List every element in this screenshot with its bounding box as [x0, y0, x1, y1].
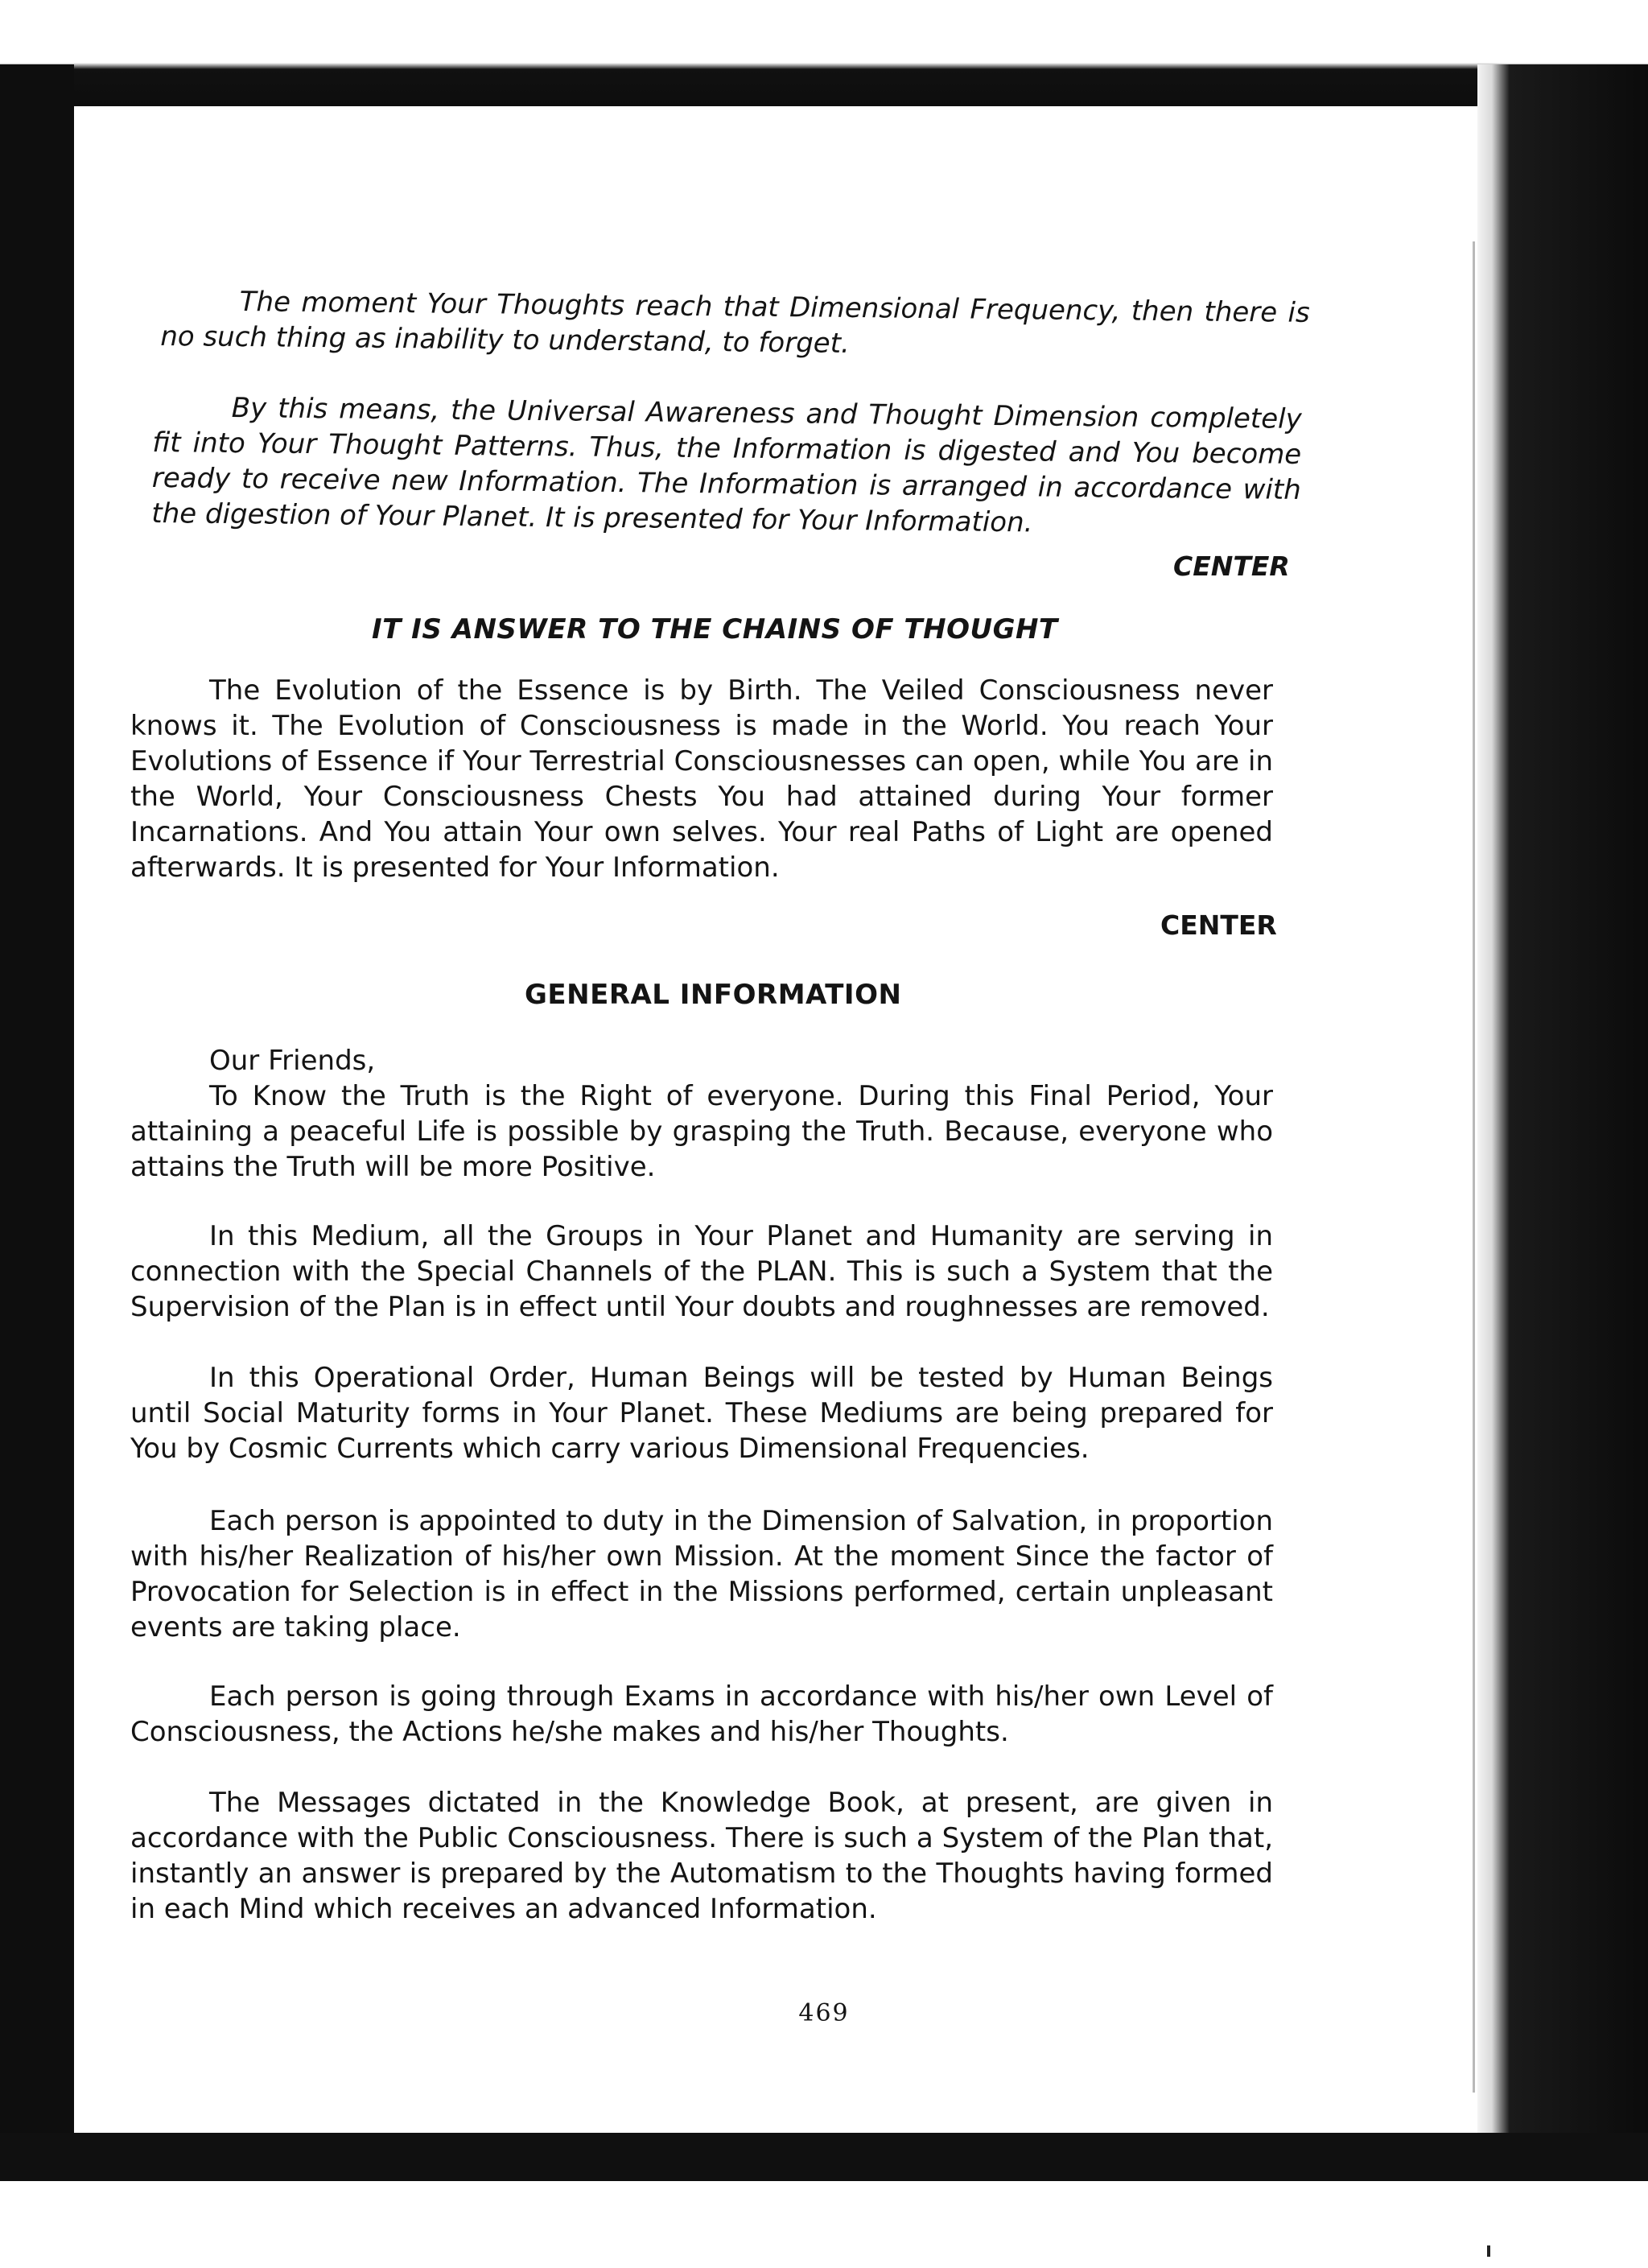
- scan-border-right: [1477, 64, 1648, 2165]
- scan-margin-bottom: [0, 2181, 1648, 2268]
- paragraph-5: In this Medium, all the Groups in Your Planet and Humanity are serving in connection with the Special Channels of the PLAN. This is such a System that the Supervision of the Plan is in effect until Your doubts and roughnesses are removed.: [130, 1220, 1273, 1323]
- salutation: Our Friends,: [209, 1045, 376, 1077]
- paragraph-7: Each person is appointed to duty in the Dimension of Salvation, in proportion with his/her Realization of his/her own Mission. At the moment Since the factor of Provocation for Selection is in effect in the Missions performed, certain unpleasant events are taking place.: [130, 1505, 1273, 1643]
- scan-border-top: [0, 0, 1648, 106]
- page-edge-shadow: [1473, 241, 1475, 2093]
- section-heading-general-information: GENERAL INFORMATION: [525, 979, 902, 1011]
- paragraph-4: To Know the Truth is the Right of everyone. During this Final Period, Your attaining a peaceful Life is possible by grasping the Truth. Because, everyone who attains the Truth will be more Positive.: [130, 1080, 1273, 1183]
- scan-border-left: [0, 64, 74, 2157]
- signature-center-2: CENTER: [1160, 909, 1277, 941]
- paragraph-6: In this Operational Order, Human Beings will be tested by Human Beings until Social Maturity forms in Your Planet. These Mediums are being prepared for You by Cosmic Currents which carry various Dimensional Frequencies.: [130, 1362, 1273, 1465]
- scan-border-bottom: [0, 2133, 1648, 2181]
- paragraph-9: The Messages dictated in the Knowledge Book, at present, are given in accordance with the Public Consciousness. There is such a System of the Plan that, instantly an answer is prepared by the Automatism to the Thoughts having formed in each Mind which receives an advanced Information.: [130, 1787, 1273, 1925]
- paragraph-8: Each person is going through Exams in accordance with his/her own Level of Consciousness, the Actions he/she makes and his/her Thoughts.: [130, 1680, 1273, 1748]
- scan-speck: [1487, 2245, 1490, 2257]
- section-heading-chains-of-thought: IT IS ANSWER TO THE CHAINS OF THOUGHT: [372, 613, 1058, 645]
- paragraph-2: By this means, the Universal Awareness and Thought Dimension completely fit into Your Thought Patterns. Thus, the Information is digested and You become ready to receive new Information. The Information is arranged in accordance with the digestion of Your Planet. It is presented for Your Information.: [151, 392, 1302, 539]
- page-number: 469: [798, 1999, 850, 2027]
- signature-center-1: CENTER: [1173, 551, 1290, 582]
- paragraph-1: The moment Your Thoughts reach that Dimensional Frequency, then there is no such thing as inability to understand, to forget.: [160, 286, 1310, 360]
- paragraph-3: The Evolution of the Essence is by Birth. The Veiled Consciousness never knows it. The Evolution of Consciousness is made in the World. You reach Your Evolutions of Essence if Your Terrestrial Consciousnesses can open, while You are in the World, Your Consciousness Chests You had attained during Your former Incarnations. And You attain Your own selves. Your real Paths of Light are opened afterwards. It is presented for Your Information.: [130, 674, 1273, 884]
